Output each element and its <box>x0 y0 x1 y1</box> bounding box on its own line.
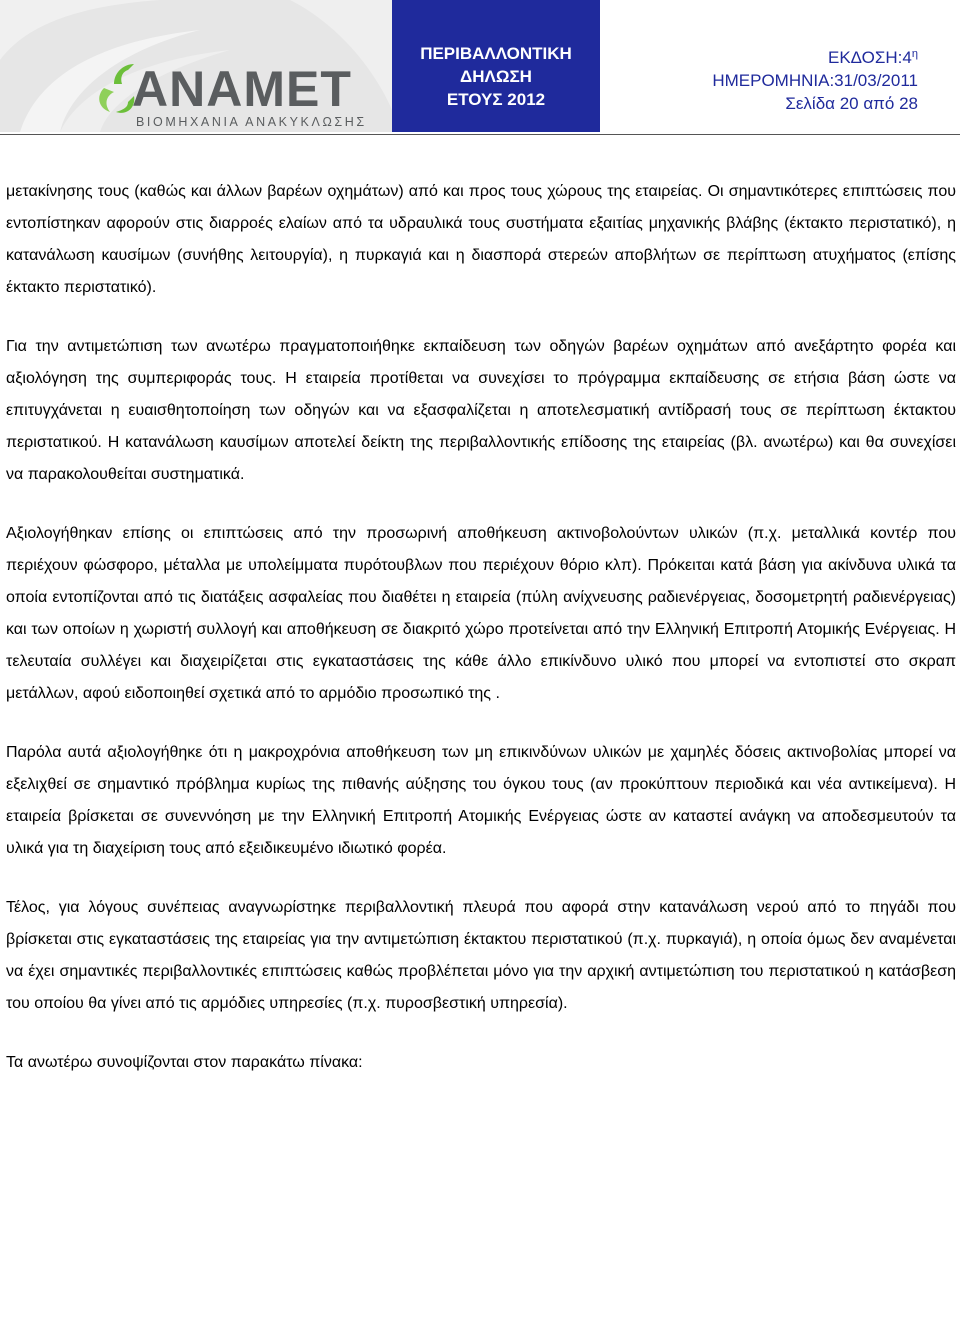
edition-line <box>712 46 918 69</box>
body-paragraph-1: μετακίνησης τους (καθώς και άλλων βαρέων οχημάτων) από και προς τους χώρους της εταιρείας. Οι σημαντικότερες επιπτώσεις που εντοπίστηκαν αφορούν στις διαρροές ελαίων από τα υδραυλικά τους συστήματα εξαιτίας μηχανικής βλάβης (έκτακτο περιστατικό), η κατανάλωση καυσίμων (συνήθης λειτουργία), η πυρκαγιά και η διασπορά στερεών αποβλήτων σε περίπτωση ατυχήματος (επίσης έκτακτο περιστατικό). <box>6 183 956 296</box>
date-line: ΗΜΕΡΟΜΗΝΙΑ:31/03/2011 <box>712 71 918 90</box>
paragraph-spacer <box>6 1020 956 1047</box>
document-title-line-2: ΔΗΛΩΣΗ <box>460 67 532 86</box>
paragraph-spacer <box>6 304 956 331</box>
paragraph-spacer <box>6 865 956 892</box>
company-logo <box>0 0 392 132</box>
body-paragraph-5: Τέλος, για λόγους συνέπειας αναγνωρίστηκε περιβαλλοντική πλευρά που αφορά στην κατανάλωση νερού από το πηγάδι που βρίσκεται στις εγκαταστάσεις της εταιρείας για την αντιμετώπιση έκτακτου περιστατικού (π.χ. πυρκαγιά), η οποία όμως δεν αναμένεται να έχει σημαντικές περιβαλλοντικές επιπτώσεις καθώς προβλέπεται μόνο για την αρχική αντιμετώπιση του περιστατικού η κατάσβεση του οποίου θα γίνει από τις αρμόδιες υπηρεσίες (π.χ. πυροσβεστική υπηρεσία). <box>6 899 956 1012</box>
paragraph-spacer <box>6 710 956 737</box>
logo-subtitle: ΒΙΟΜΗΧΑΝΙΑ ΑΝΑΚΥΚΛΩΣΗΣ <box>136 115 367 129</box>
page-number: Σελίδα 20 από 28 <box>785 94 918 113</box>
body-paragraph-6: Τα ανωτέρω συνοψίζονται στον παρακάτω πίνακα: <box>6 1054 363 1071</box>
paragraph-spacer <box>6 491 956 518</box>
document-title-line-3: ΕΤΟΥΣ 2012 <box>446 90 546 109</box>
body-paragraph-4: Παρόλα αυτά αξιολογήθηκε ότι η μακροχρόνια αποθήκευση των μη επικινδύνων υλικών με χαμηλές δόσεις ακτινοβολίας μπορεί να εξελιχθεί σε σημαντικό πρόβλημα κυρίως της πιθανής αύξησης του όγκου τους (αν προκύπτουν περιοδικά και νέα αντικείμενα). Η εταιρεία βρίσκεται σε συνεννόηση με την Ελληνική Επιτροπή Ατομικής Ενέργειας ώστε αν καταστεί ανάγκη να αποδεσμευτούν τα υλικά για τη διαχείριση τους από εξειδικευμένο ιδιωτικό φορέα. <box>6 744 956 857</box>
logo-wordmark: ANAMET <box>132 61 352 117</box>
edition-text: ΕΚΔΟΣΗ:4 <box>828 48 912 67</box>
body-paragraph-3: Αξιολογήθηκαν επίσης οι επιπτώσεις από την προσωρινή αποθήκευση ακτινοβολούντων υλικών (π.χ. μεταλλικά κοντέρ που περιέχουν φώσφορο, μέταλλα με υπολείμματα πυρότουβλων που περιέχουν θόριο κλπ). Πρόκειται κατά βάση για ακίνδυνα υλικά τα οποία εντοπίζονται από τις διατάξεις ασφαλείας που διαθέτει η εταιρεία (πύλη ανίχνευσης ραδιενέργειας, δοσομετρητή ραδιενέργειας) και των οποίων η χωριστή συλλογή και αποθήκευση σε διακριτό χώρο προτείνεται από την Ελληνική Επιτροπή Ατομικής Ενέργειας. Η τελευταία συλλέγει και διαχειρίζεται στις εγκαταστάσεις της κάθε άλλο επικίνδυνο υλικό που μπορεί να εντοπιστεί στο σκραπ μετάλλων, αφού ειδοποιηθεί σχετικά από το αρμόδιο προσωπικό της . <box>6 525 956 702</box>
document-meta-block <box>600 0 960 132</box>
document-body <box>6 176 956 1079</box>
edition-superscript: η <box>911 48 918 60</box>
document-title-line-1: ΠΕΡΙΒΑΛΛΟΝΤΙΚΗ <box>420 44 572 63</box>
body-paragraph-2: Για την αντιμετώπιση των ανωτέρω πραγματοποιήθηκε εκπαίδευση των οδηγών βαρέων οχημάτων από ανεξάρτητο φορέα και αξιολόγηση της συμπεριφοράς τους. Η εταιρεία προτίθεται να συνεχίσει το πρόγραμμα εκπαίδευσης σε ετήσια βάση ώστε να επιτυγχάνεται η ευαισθητοποίηση των οδηγών και να εξασφαλίζεται η αποτελεσματική αντίδρασή τους σε περίπτωση έκτακτου περιστατικού. Η κατανάλωση καυσίμων αποτελεί δείκτη της περιβαλλοντικής επίδοσης της εταιρείας (βλ. ανωτέρω) και θα συνεχίσει να παρακολουθείται συστηματικά. <box>6 338 956 483</box>
page-header <box>0 0 960 132</box>
document-title-block <box>392 0 600 132</box>
header-divider <box>0 134 960 135</box>
